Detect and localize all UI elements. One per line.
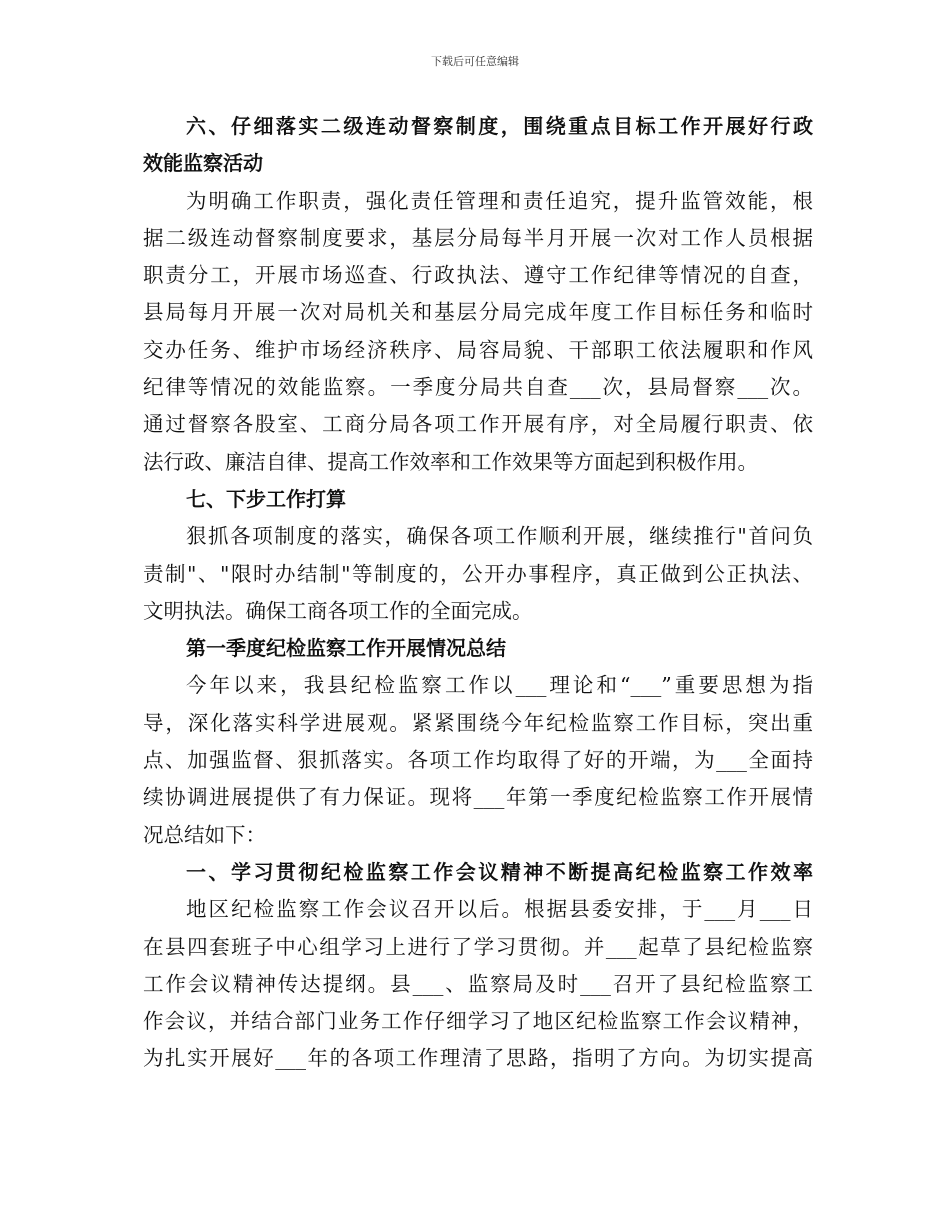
document-body: [143, 108, 813, 1078]
paragraph-line: 今年以来，我县纪检监察工作以___理论和“___”重要思想为指: [186, 673, 813, 698]
paragraph-line: 通过督察各股室、工商分局各项工作开展有序，对全局履行职责、依: [143, 412, 813, 437]
page-header: 下载后可任意编辑: [431, 55, 519, 68]
paragraph-line: 狠抓各项制度的落实，确保各项工作顺利开展，继续推行"首问负: [186, 524, 813, 549]
paragraph-line: 点、加强监督、狠抓落实。各项工作均取得了好的开端，为___全面持: [143, 748, 813, 773]
paragraph-line: 在县四套班子中心组学习上进行了学习贯彻。并___起草了县纪检监察: [143, 934, 813, 959]
paragraph-line: 地区纪检监察工作会议召开以后。根据县委安排，于___月___日: [186, 897, 813, 922]
section-heading-line: 一、学习贯彻纪检监察工作会议精神不断提高纪检监察工作效率: [186, 859, 813, 884]
paragraph-line: 工作会议精神传达提纲。县___、监察局及时___召开了县纪检监察工: [143, 971, 813, 996]
section-heading-line: 效能监察活动: [143, 151, 263, 176]
section-heading-line: 六、仔细落实二级连动督察制度，围绕重点目标工作开展好行政: [186, 114, 813, 138]
section-heading-line: 第一季度纪检监察工作开展情况总结: [186, 636, 506, 661]
paragraph-line: 据二级连动督察制度要求，基层分局每半月开展一次对工作人员根据: [143, 225, 813, 250]
paragraph-line: 作会议，并结合部门业务工作仔细学习了地区纪检监察工作会议精神，: [143, 1009, 813, 1034]
paragraph-line: 县局每月开展一次对局机关和基层分局完成年度工作目标任务和临时: [143, 300, 813, 325]
paragraph-line: 为明确工作职责，强化责任管理和责任追究，提升监管效能，根: [186, 188, 813, 213]
paragraph-line: 责制"、"限时办结制"等制度的，公开办事程序，真正做到公正执法、: [143, 561, 813, 586]
paragraph-line: 况总结如下：: [143, 822, 266, 847]
paragraph-line: 纪律等情况的效能监察。一季度分局共自查___次，县局督察___次。: [143, 375, 813, 400]
paragraph-line: 导，深化落实科学进展观。紧紧围绕今年纪检监察工作目标，突出重: [143, 710, 813, 735]
section-heading-line: 七、下步工作打算: [186, 486, 346, 511]
paragraph-line: 职责分工，开展市场巡查、行政执法、遵守工作纪律等情况的自查，: [143, 263, 813, 288]
paragraph-line: 文明执法。确保工商各项工作的全面完成。: [143, 598, 533, 623]
paragraph-line: 交办任务、维护市场经济秩序、局容局貌、干部职工依法履职和作风: [143, 337, 813, 362]
paragraph-line: 为扎实开展好___年的各项工作理清了思路，指明了方向。为切实提高: [143, 1046, 813, 1071]
paragraph-line: 法行政、廉洁自律、提高工作效率和工作效果等方面起到积极作用。: [143, 449, 758, 474]
paragraph-line: 续协调进展提供了有力保证。现将___年第一季度纪检监察工作开展情: [143, 785, 813, 810]
